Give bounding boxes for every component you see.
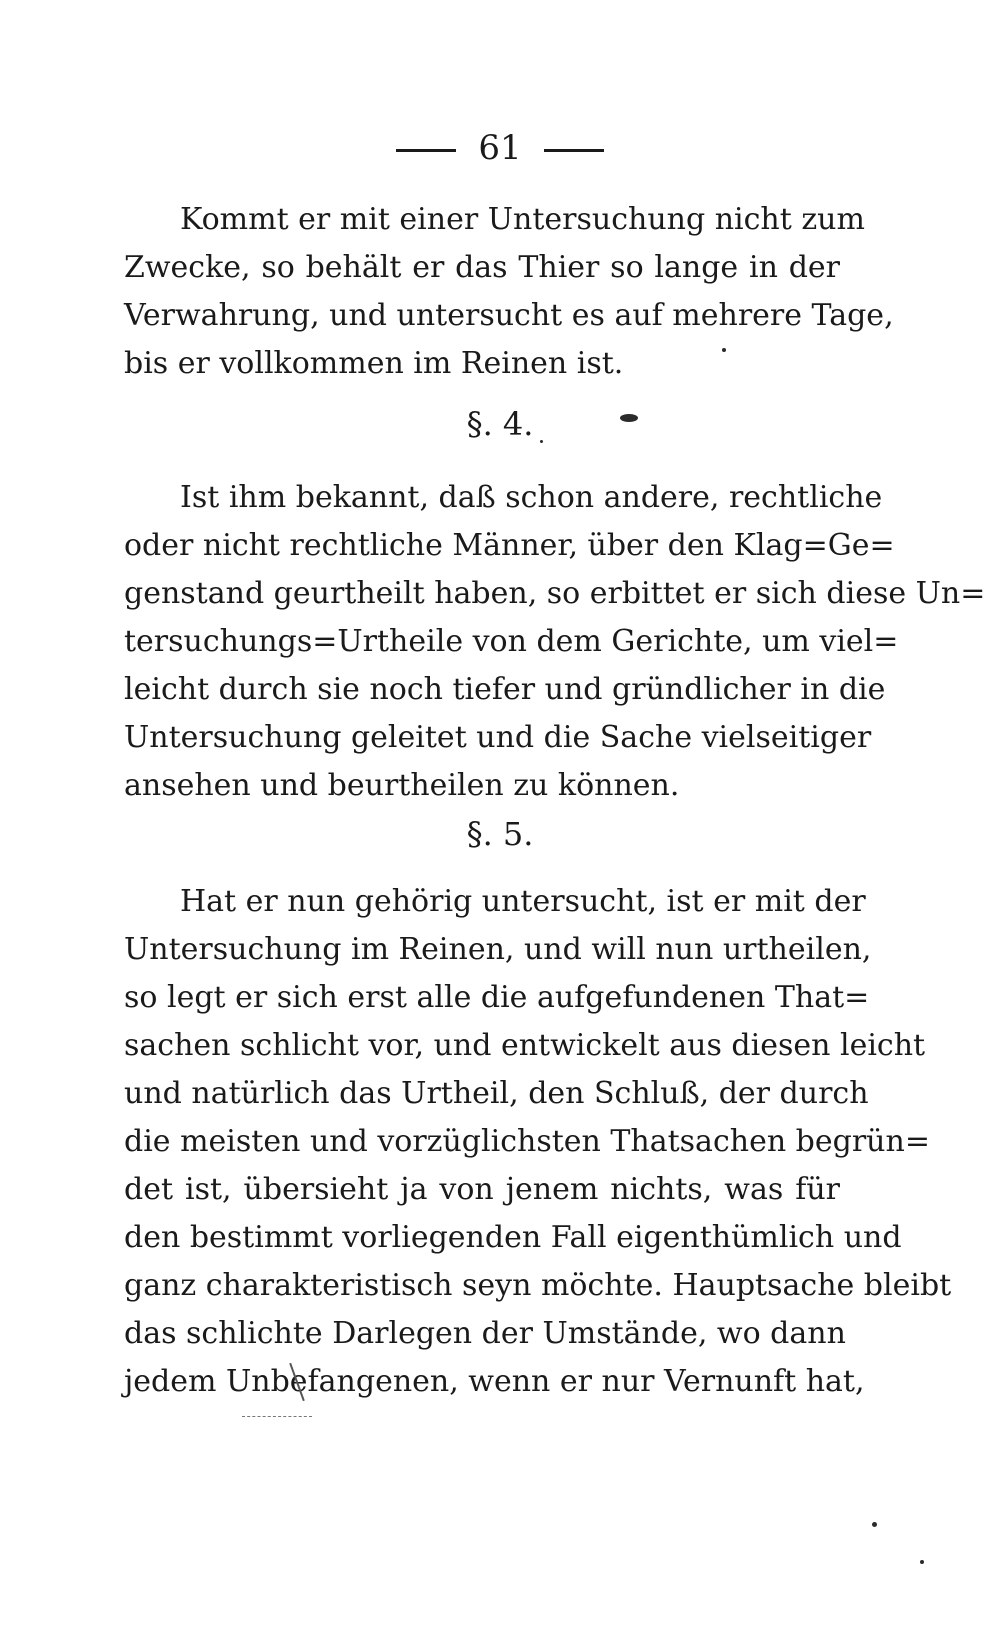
text-line: Untersuchung geleitet und die Sache vielseitiger (124, 720, 872, 755)
text-line: Verwahrung, und untersucht es auf mehrere Tage, (124, 298, 894, 333)
text-line: ganz charakteristisch seyn möchte. Hauptsache bleibt (124, 1268, 952, 1303)
text-line: den bestimmt vorliegenden Fall eigenthümlich und (124, 1220, 902, 1255)
section-heading-5: §. 5. (466, 815, 534, 853)
header-dash-left (396, 149, 456, 152)
header-dash-right (544, 149, 604, 152)
scan-speck (872, 1522, 877, 1527)
paragraph-1 (124, 196, 894, 388)
text-line: sachen schlicht vor, und entwickelt aus diesen leicht (124, 1028, 926, 1063)
text-line: genstand geurtheilt haben, so erbittet er sich diese Un= (124, 576, 986, 611)
section-heading-4: §. 4. (466, 405, 534, 443)
text-line: Ist ihm bekannt, daß schon andere, rechtliche (180, 480, 883, 515)
text-line: so legt er sich erst alle die aufgefundenen That= (124, 980, 870, 1015)
text-line: Kommt er mit einer Untersuchung nicht zum (180, 202, 865, 237)
text-line: tersuchungs=Urtheile von dem Gerichte, um viel= (124, 624, 899, 659)
text-line: jedem Unbefangenen, wenn er nur Vernunft hat, (124, 1364, 865, 1399)
paragraph-3 (124, 878, 952, 1406)
scan-speck (540, 440, 543, 443)
text-line: und natürlich das Urtheil, den Schluß, der durch (124, 1076, 869, 1111)
text-line: bis er vollkommen im Reinen ist. (124, 346, 624, 381)
scan-speck (620, 414, 638, 422)
scan-speck (920, 1560, 924, 1564)
text-line: det ist, übersieht ja von jenem nichts, was für (124, 1172, 840, 1207)
page-number: 61 (478, 128, 522, 168)
text-line: Untersuchung im Reinen, und will nun urtheilen, (124, 932, 872, 967)
scan-speck (722, 348, 726, 352)
text-line: das schlichte Darlegen der Umstände, wo dann (124, 1316, 846, 1351)
pencil-mark (242, 1416, 312, 1417)
paragraph-2 (124, 474, 986, 810)
text-line: Zwecke, so behält er das Thier so lange in der (124, 250, 840, 285)
text-line: Hat er nun gehörig untersucht, ist er mit der (180, 884, 866, 919)
text-line: leicht durch sie noch tiefer und gründlicher in die (124, 672, 886, 707)
page-header (0, 128, 1000, 168)
text-line: die meisten und vorzüglichsten Thatsachen begrün= (124, 1124, 930, 1159)
text-line: ansehen und beurtheilen zu können. (124, 768, 680, 803)
text-line: oder nicht rechtliche Männer, über den Klag=Ge= (124, 528, 895, 563)
